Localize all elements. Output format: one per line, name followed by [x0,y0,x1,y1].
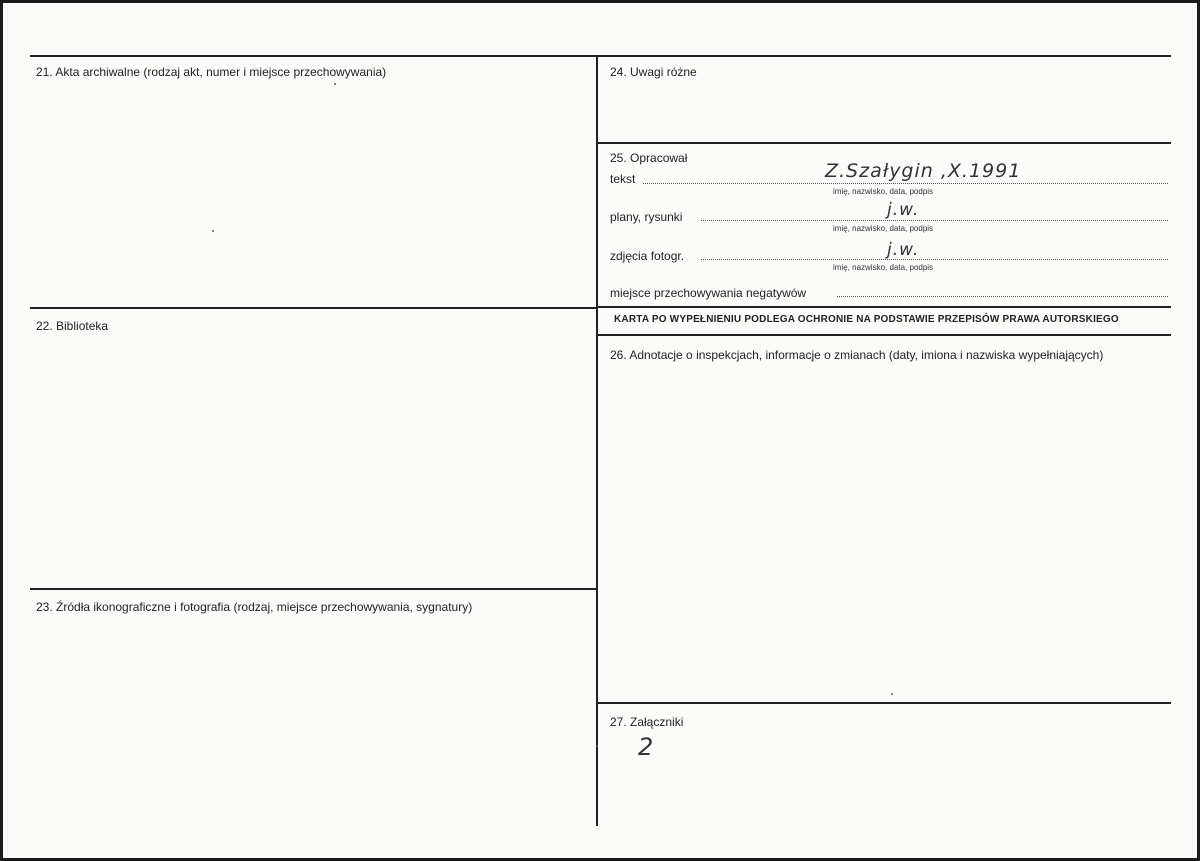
tekst-sublabel: imię, nazwisko, data, podpis [833,187,934,196]
plany-label: plany, rysunki [610,210,683,224]
rule-25-notice [598,306,1171,308]
paper-speck [891,693,893,695]
section-21-label: 21. Akta archiwalne (rodzaj akt, numer i miejsce przechowywania) [36,65,387,79]
top-rule [30,55,1171,57]
zdjecia-sublabel: imię, nazwisko, data, podpis [833,263,934,272]
plany-sublabel: imię, nazwisko, data, podpis [833,224,934,233]
section-27-label: 27. Załączniki [610,715,684,729]
paper-speck [596,745,598,747]
rule-25-26 [598,334,1171,336]
zdjecia-line [701,259,1168,260]
rule-21-22 [30,307,596,309]
plany-line [701,220,1168,221]
negatywy-label: miejsce przechowywania negatywów [610,286,807,300]
section-26-label: 26. Adnotacje o inspekcjach, informacje o zmianach (daty, imiona i nazwiska wypełniających) [610,348,1104,362]
column-divider [596,55,598,826]
tekst-label: tekst [610,172,636,186]
section-27-value: 2 [638,733,655,761]
paper-speck [334,83,336,85]
section-24-label: 24. Uwagi różne [610,65,697,79]
section-23-label: 23. Źródła ikonograficzne i fotografia (rodzaj, miejsce przechowywania, sygnatury) [36,600,473,614]
rule-24-25 [598,142,1171,144]
plany-value: j.w. [887,200,920,220]
zdjecia-label: zdjęcia fotogr. [610,249,685,263]
tekst-line [643,183,1168,184]
negatywy-line [837,296,1168,297]
copyright-notice: KARTA PO WYPEŁNIENIU PODLEGA OCHRONIE NA PODSTAWIE PRZEPISÓW PRAWA AUTORSKIEGO [614,314,1119,325]
rule-26-27 [598,702,1171,704]
section-22-label: 22. Biblioteka [36,319,109,333]
tekst-value: Z.Szałygin ,X.1991 [825,160,1022,182]
zdjecia-value: j.w. [887,240,920,260]
section-25-label: 25. Opracował [610,151,688,165]
paper-speck [212,230,214,232]
rule-22-23 [30,588,596,590]
